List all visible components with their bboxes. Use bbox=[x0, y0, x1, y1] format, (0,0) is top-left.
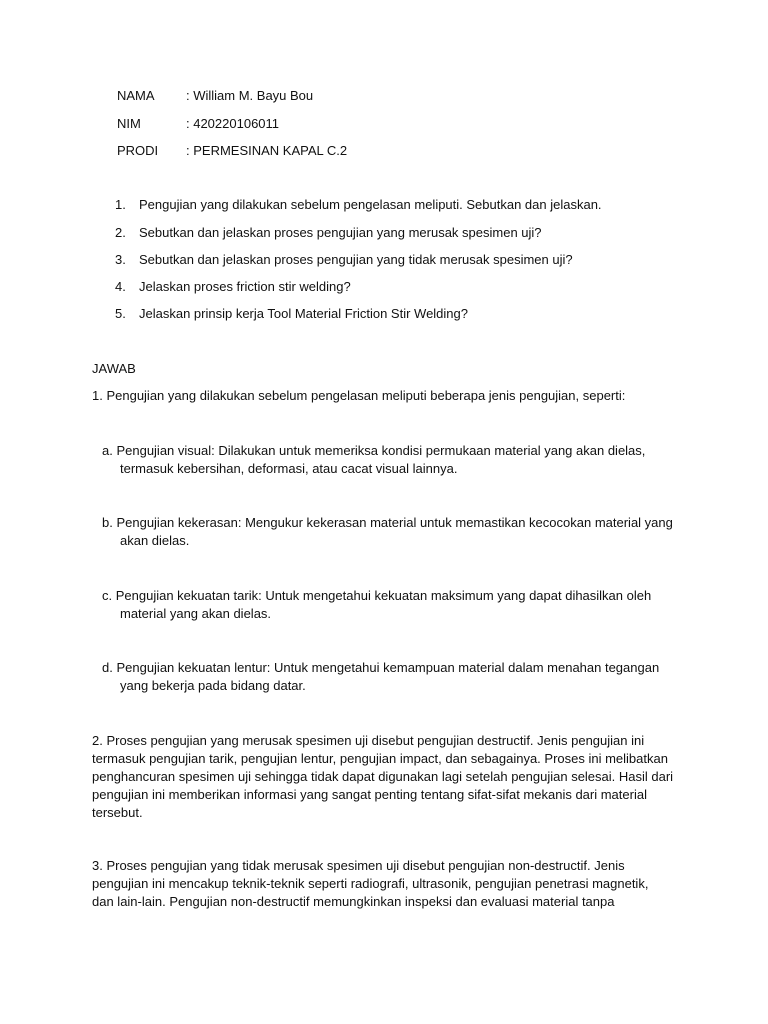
answer-3-line: 3. Proses pengujian yang tidak merusak spesimen uji disebut pengujian non-destructif. Jenis bbox=[92, 858, 625, 873]
answer-1-item-a-line2: termasuk kebersihan, deformasi, atau cacat visual lainnya. bbox=[120, 461, 458, 476]
question-text: Sebutkan dan jelaskan proses pengujian yang tidak merusak spesimen uji? bbox=[139, 252, 573, 267]
question-number: 2. bbox=[115, 225, 126, 240]
answer-2-paragraph bbox=[92, 732, 682, 822]
answer-2-line: pengujian ini memberikan informasi yang sangat penting tentang sifat-sifat mekanis dari material bbox=[92, 787, 647, 802]
nim-value: : 420220106011 bbox=[186, 116, 280, 131]
question-number: 1. bbox=[115, 197, 126, 212]
answer-1-item-a-line1: a. Pengujian visual: Dilakukan untuk memeriksa kondisi permukaan material yang akan dielas, bbox=[102, 443, 646, 458]
question-number: 4. bbox=[115, 279, 126, 294]
prodi-label: PRODI bbox=[117, 143, 159, 158]
answer-1-item-c-line1: c. Pengujian kekuatan tarik: Untuk mengetahui kekuatan maksimum yang dapat dihasilkan oleh bbox=[102, 588, 652, 603]
answer-3-paragraph bbox=[92, 857, 682, 911]
answer-2-line: 2. Proses pengujian yang merusak spesimen uji disebut pengujian destructif. Jenis pengujian ini bbox=[92, 733, 645, 748]
nama-label: NAMA bbox=[117, 88, 155, 103]
answer-1-item-b-line2: akan dielas. bbox=[120, 533, 190, 548]
question-text: Jelaskan proses friction stir welding? bbox=[139, 279, 351, 294]
answer-1-intro: 1. Pengujian yang dilakukan sebelum pengelasan meliputi beberapa jenis pengujian, seperti: bbox=[92, 388, 626, 403]
answer-1-item-d-line2: yang bekerja pada bidang datar. bbox=[120, 678, 306, 693]
answer-1-item-a bbox=[102, 442, 682, 478]
nama-value: : William M. Bayu Bou bbox=[186, 88, 314, 103]
prodi-value: : PERMESINAN KAPAL C.2 bbox=[186, 143, 348, 158]
nim-label: NIM bbox=[117, 116, 141, 131]
answer-1-item-d-line1: d. Pengujian kekuatan lentur: Untuk mengetahui kemampuan material dalam menahan tegangan bbox=[102, 660, 660, 675]
answer-1-item-d bbox=[102, 659, 682, 695]
question-number: 5. bbox=[115, 306, 126, 321]
answer-3-line: pengujian ini mencakup teknik-teknik seperti radiografi, ultrasonik, pengujian penetrasi magnetik, bbox=[92, 876, 649, 891]
answers-heading: JAWAB bbox=[92, 361, 136, 376]
answer-1-item-b-line1: b. Pengujian kekerasan: Mengukur kekerasan material untuk memastikan kecocokan material yang bbox=[102, 515, 673, 530]
answer-1-item-c bbox=[102, 587, 682, 623]
question-text: Sebutkan dan jelaskan proses pengujian yang merusak spesimen uji? bbox=[139, 225, 542, 240]
question-text: Jelaskan prinsip kerja Tool Material Friction Stir Welding? bbox=[139, 306, 468, 321]
answer-2-line: tersebut. bbox=[92, 805, 143, 820]
answer-3-line: dan lain-lain. Pengujian non-destructif memungkinkan inspeksi dan evaluasi material tanpa bbox=[92, 894, 615, 909]
answer-2-line: termasuk pengujian tarik, pengujian lentur, pengujian impact, dan sebagainya. Proses ini melibatkan bbox=[92, 751, 668, 766]
answer-1-item-c-line2: material yang akan dielas. bbox=[120, 606, 272, 621]
question-text: Pengujian yang dilakukan sebelum pengelasan meliputi. Sebutkan dan jelaskan. bbox=[139, 197, 602, 212]
answer-2-line: penghancuran spesimen uji sehingga tidak dapat digunakan lagi setelah pengujian selesai. Hasil dari bbox=[92, 769, 674, 784]
answer-1-item-b bbox=[102, 514, 682, 550]
question-number: 3. bbox=[115, 252, 126, 267]
